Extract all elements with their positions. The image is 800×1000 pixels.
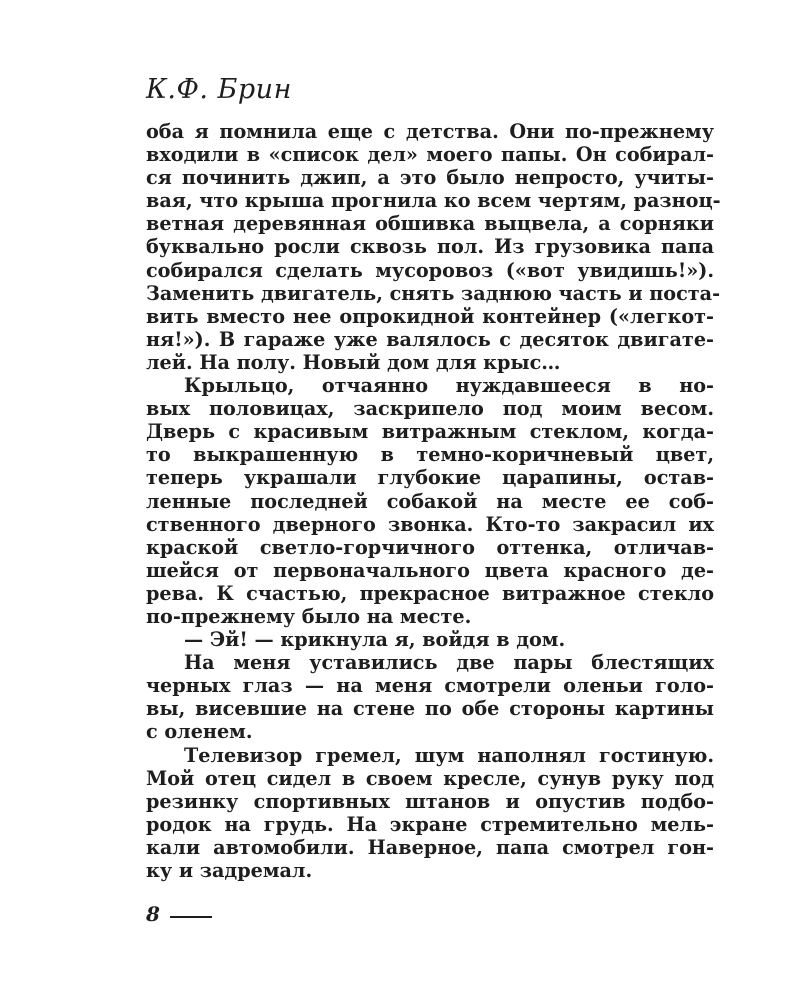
text-line: рева. К счастью, прекрасное витражное стекло bbox=[146, 581, 714, 605]
body-text bbox=[146, 120, 721, 882]
text-line: Дверь с красивым витражным стеклом, когда- bbox=[146, 420, 714, 444]
text-line: буквально росли сквозь пол. Из грузовика папа bbox=[146, 235, 714, 259]
text-line: теперь украшали глубокие царапины, остав- bbox=[146, 466, 714, 490]
text-line: резинку спортивных штанов и опустив подбо- bbox=[146, 789, 714, 813]
text-line: ня!»). В гараже уже валялось с десяток двигате- bbox=[146, 327, 714, 351]
text-line: кали автомобили. Наверное, папа смотрел гон- bbox=[146, 835, 714, 859]
text-line: входили в «список дел» моего папы. Он собирал- bbox=[146, 143, 714, 167]
text-line: вых половицах, заскрипело под моим весом. bbox=[146, 397, 714, 421]
page-number: 8 bbox=[146, 902, 160, 926]
text-line: черных глаз — на меня смотрели оленьи голо- bbox=[146, 674, 714, 698]
text-line: Заменить двигатель, снять заднюю часть и поста- bbox=[146, 281, 721, 305]
text-line: вы, висевшие на стене по обе стороны картины bbox=[146, 697, 714, 721]
text-line: вить вместо нее опрокидной контейнер («легкот- bbox=[146, 304, 714, 328]
text-line-paragraph-start: На меня уставились две пары блестящих bbox=[184, 651, 714, 675]
text-line: вая, что крыша прогнила ко всем чертям, разноц- bbox=[146, 189, 721, 213]
text-line: лей. На полу. Новый дом для крыс… bbox=[146, 350, 561, 374]
footer-rule bbox=[170, 916, 212, 918]
text-line: с оленем. bbox=[146, 720, 253, 744]
text-line: краской светло-горчичного оттенка, отличав- bbox=[146, 535, 714, 559]
text-line: по-прежнему было на месте. bbox=[146, 604, 472, 628]
text-line-paragraph-start: — Эй! — крикнула я, войдя в дом. bbox=[184, 628, 566, 652]
text-line: шейся от первоначального цвета красного де- bbox=[146, 558, 714, 582]
text-line: то выкрашенную в темно-коричневый цвет, bbox=[146, 443, 714, 467]
text-line: ленные последней собакой на месте ее соб- bbox=[146, 489, 714, 513]
text-line: ственного дверного звонка. Кто-то закрасил их bbox=[146, 512, 714, 536]
text-line: родок на грудь. На экране стремительно мель- bbox=[146, 812, 714, 836]
text-line: Мой отец сидел в своем кресле, сунув руку под bbox=[146, 766, 714, 790]
text-line: собирался сделать мусоровоз («вот увидишь!»). bbox=[146, 258, 714, 282]
text-line: ся починить джип, а это было непросто, учиты- bbox=[146, 166, 714, 190]
running-head-author: К.Ф. Брин bbox=[146, 74, 292, 105]
text-line: оба я помнила еще с детства. Они по-прежнему bbox=[146, 120, 714, 143]
text-line: ветная деревянная обшивка выцвела, а сорняки bbox=[146, 212, 714, 236]
page-footer bbox=[146, 902, 212, 926]
text-line-paragraph-start: Крыльцо, отчаянно нуждавшееся в но- bbox=[184, 374, 714, 398]
text-line-paragraph-start: Телевизор гремел, шум наполнял гостиную. bbox=[184, 743, 714, 767]
text-line: ку и задремал. bbox=[146, 859, 313, 882]
